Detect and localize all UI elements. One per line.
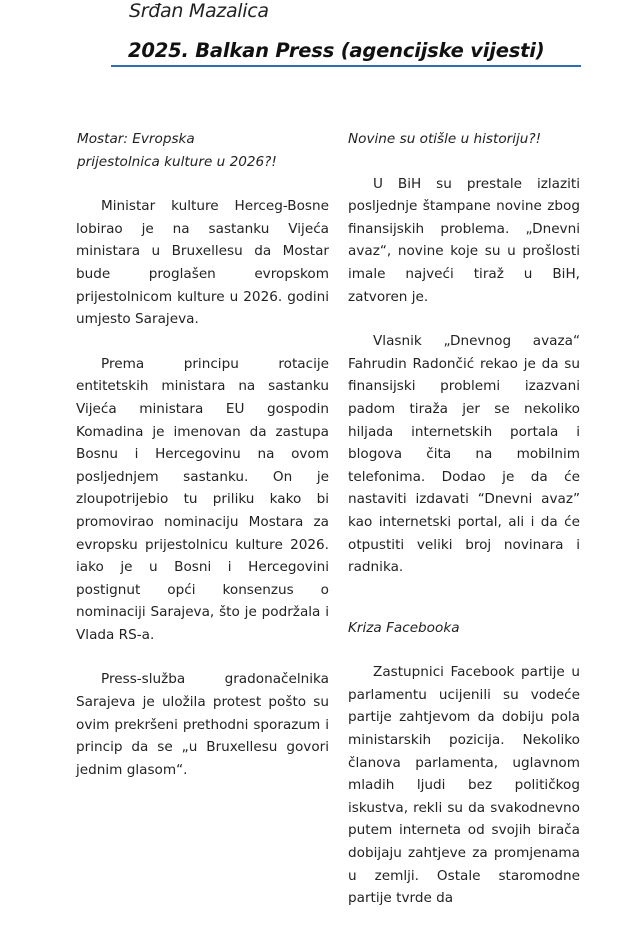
article-heading: Novine su otišle u historiju?! — [348, 131, 542, 147]
article-paragraph: Vlasnik „Dnevnog avaza“ Fahrudin Radončić rekao je da su finansijski problemi izazvani padom tiraža jer se nekoliko hiljada internetskih portala i blogova čita na mobilnim telefonima. Dodao je da će nastaviti izdavati “Dnevni avaz” kao internetski portal, ali i da će otpustiti veliki broj novinara i radnika. — [348, 333, 580, 576]
author-name: Srđan Mazalica — [129, 0, 269, 22]
chapter-title: 2025. Balkan Press (agencijske vijesti) — [128, 39, 545, 62]
article-mostar — [76, 128, 329, 781]
article-heading: Kriza Facebooka — [348, 619, 460, 636]
article-novine — [348, 128, 580, 579]
article-paragraph: Ministar kulture Herceg-Bosne lobirao je na sastanku Vijeća ministara u Bruxellesu da Mostar bude proglašen evropskom prijestolnicom kulture u 2026. godini umjesto Sarajeva. — [76, 198, 329, 328]
article-heading: Mostar: Evropska prijestolnica kulture u 2026?! — [77, 131, 277, 170]
right-column — [348, 128, 580, 932]
article-paragraph: U BiH su prestale izlaziti posljednje štampane novine zbog finansijskih problema. „Dnevni avaz“, novine koje su u prošlosti imale najveći tiraž u BiH, zatvoren je. — [348, 175, 580, 305]
article-paragraph: Prema principu rotacije entitetskih ministara na sastanku Vijeća ministara EU gospodin Komadina je imenovan da zastupa Bosnu i Hercegovinu na ovom posljednjem sastanku. On je zloupotrijebio tu priliku kako bi promovirao nominaciju Mostara za evropsku prijestolnicu kulture 2026. iako je u Bosni i Hercegovini postignut opći konsenzus o nominaciji Sarajeva, što je podržala i Vlada RS-a. — [76, 355, 329, 643]
left-column — [76, 128, 329, 803]
article-paragraph: Press-služba gradonačelnika Sarajeva je uložila protest pošto su ovim prekršeni prethodni sporazum i princip da se „u Bruxellesu govori jednim glasom“. — [76, 671, 329, 778]
article-facebook — [348, 617, 580, 910]
title-underline-rule — [111, 65, 581, 67]
article-paragraph: Zastupnici Facebook partije u parlamentu ucijenili su vodeće partije zahtjevom da dobiju pola ministarskih pozicija. Nekoliko članova parlamenta, uglavnom mladih ljudi bez političkog iskustva, rekli su da svakodnevno putem interneta od svojih birača dobijaju zahtjeve za promjenama u zemlji. Ostale staromodne partije tvrde da — [348, 664, 580, 907]
